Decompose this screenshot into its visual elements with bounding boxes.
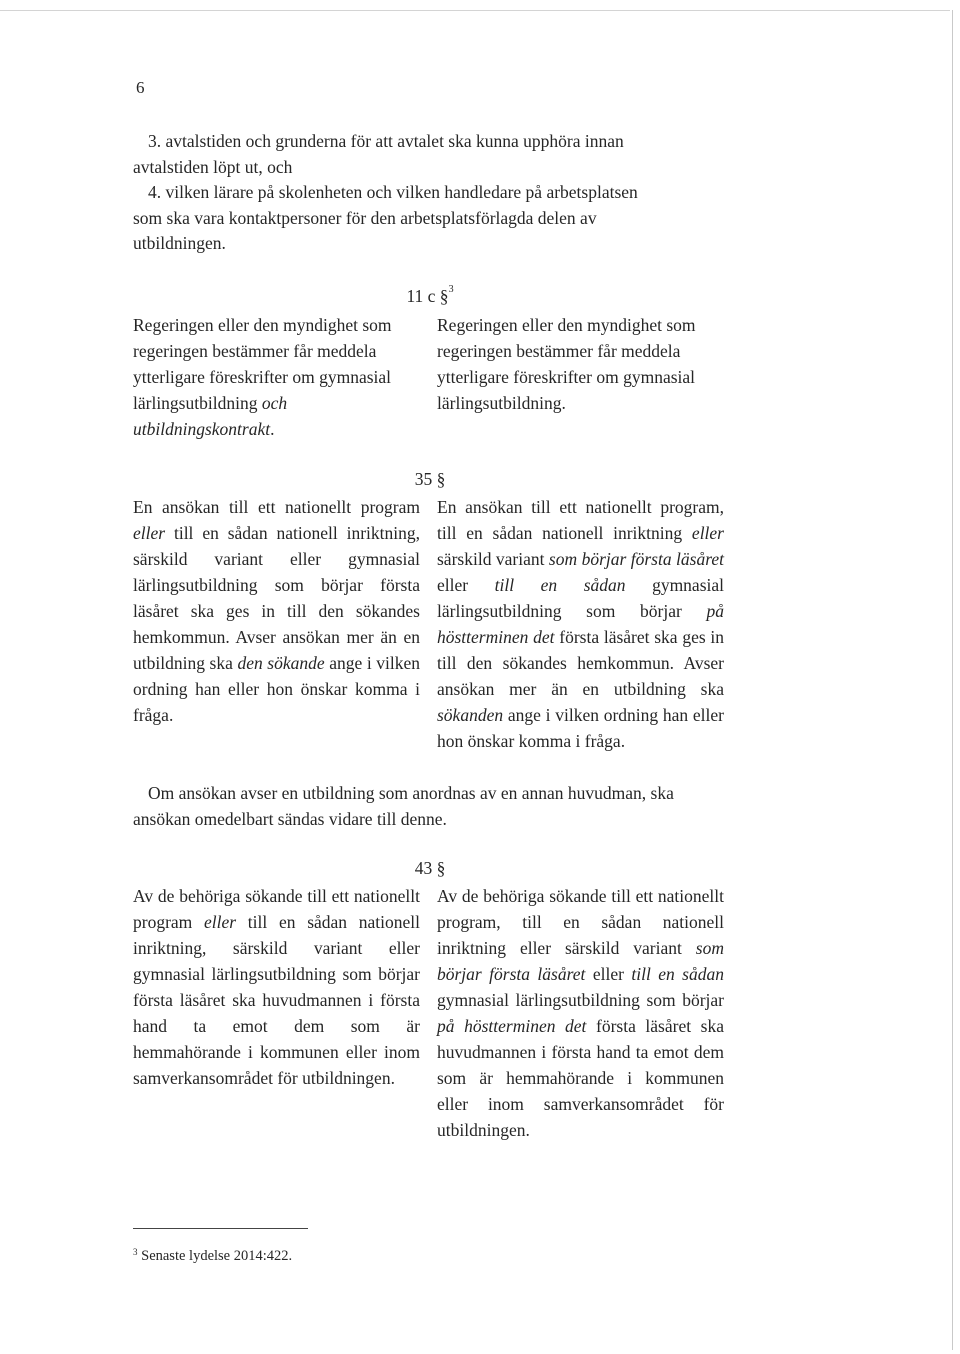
section-35-proposed-text: En ansökan till ett nationellt program, till en sådan nationell inriktning eller särskild variant som börjar första läsåret eller till en sådan gymnasial lärlingsutbildning som börjar på höstterminen det första läsåret ska ges in till den sökandes hemkommun. Avser ansökan mer än en utbildning ska sökanden ange i vilken ordning han eller hon önskar komma i fråga.: [437, 497, 725, 751]
footnote-divider: [133, 1228, 308, 1229]
section-35-current-text: En ansökan till ett nationellt program eller till en sådan nationell inriktning, särskild variant eller gymnasial lärlingsutbildning som börjar första läsåret ska ges in till den sökandes hemkommun. Avser ansökan mer än en utbildning ska den sökande ange i vilken ordning han eller hon önskar komma i fråga.: [133, 497, 421, 725]
section-11c-proposed-text: Regeringen eller den myndighet som regeringen bestämmer får meddela ytterligare föreskrifter om gymnasial lärlingsutbildning.: [437, 315, 696, 413]
section-heading-11c: 11 c §$^3$: [406, 284, 454, 306]
footnote-ref: 3: [448, 284, 454, 295]
footnote: $^3$ Senaste lydelse 2014:422.: [133, 1247, 293, 1264]
section-43-proposed-text: Av de behöriga sökande till ett nationellt program, till en sådan nationell inriktning eller särskild variant som börjar första läsåret eller till en sådan gymnasial lärlingsutbildning som börjar på höstterminen det första läsåret ska huvudmannen i första hand ta emot dem som är hemmahörande i kommunen eller inom samverkansområdet för utbildningen.: [437, 886, 724, 1140]
intro-list: [133, 129, 748, 257]
top-border: [0, 10, 950, 11]
list-item-3: 3. avtalstiden och grunderna för att avtalet ska kunna upphöra innan avtalstiden löpt ut, och: [133, 131, 624, 177]
list-item-4: 4. vilken lärare på skolenheten och vilken handledare på arbetsplatsen som ska vara kontaktpersoner för den arbetsplatsförlagda delen av utbildningen.: [133, 182, 638, 253]
section-heading-35: 35 §: [414, 469, 446, 489]
section-heading-43: 43 §: [414, 858, 446, 878]
right-border: [952, 10, 953, 1350]
page-number: 6: [136, 78, 145, 97]
section-43-current-text: Av de behöriga sökande till ett nationellt program eller till en sådan nationell inriktning, särskild variant eller gymnasial lärlingsutbildning som börjar första läsåret ska huvudmannen i första hand ta emot dem som är hemmahörande i kommunen eller inom samverkansområdet för utbildningen.: [133, 886, 420, 1088]
section-35-common-text: Om ansökan avser en utbildning som anordnas av en annan huvudman, ska ansökan omedelbart sändas vidare till denne.: [133, 783, 674, 829]
section-11c-current-text: Regeringen eller den myndighet som regeringen bestämmer får meddela ytterligare föreskrifter om gymnasial lärlingsutbildning och utbildningskontrakt.: [133, 315, 392, 439]
